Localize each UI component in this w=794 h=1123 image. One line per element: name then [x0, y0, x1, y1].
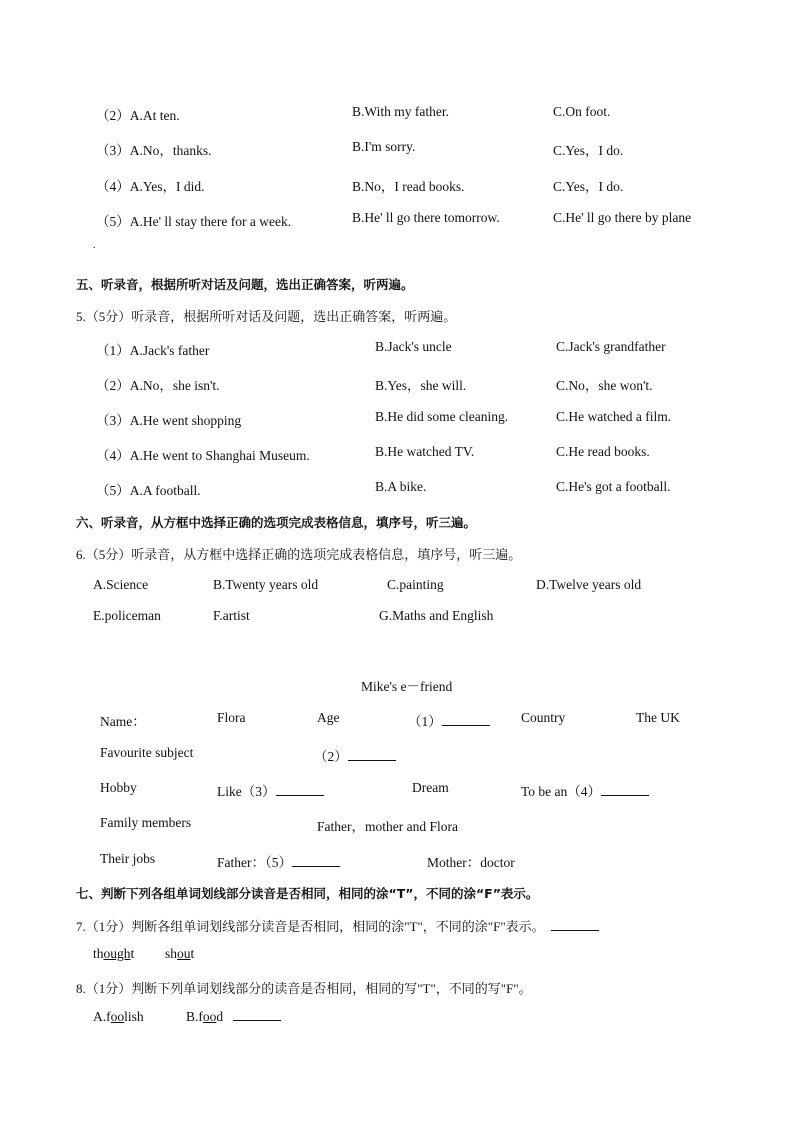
q4-2-b: B.With my father. [352, 104, 449, 119]
question-8: 8.（1分）判断下列单词划线部分的读音是否相同，相同的写"T"，不同的写"F"。 [76, 981, 532, 996]
q4-5-a: （5）A.He' ll stay there for a week. [96, 214, 292, 229]
option-d: D.Twelve years old [536, 577, 642, 592]
name-label: Name： [100, 714, 146, 729]
family-label: Family members [100, 815, 192, 830]
q4-trail: . [93, 240, 96, 251]
hobby-blank[interactable]: Like（3） [217, 780, 324, 800]
section-7-heading: 七、判断下列各组单词划线部分读音是否相同，相同的涂“T”，不同的涂“F”表示。 [76, 886, 539, 901]
subject-blank[interactable]: （2） [314, 745, 396, 765]
q4-4-c: C.Yes，I do. [553, 179, 624, 194]
q5-5-a: （5）A.A football. [96, 483, 201, 498]
age-blank[interactable]: （1） [408, 710, 490, 730]
option-a: A.Science [93, 577, 149, 592]
q4-3-a: （3）A.No，thanks. [96, 143, 212, 158]
section-5-heading: 五、听录音，根据所听对话及问题，选出正确答案，听两遍。 [76, 277, 414, 292]
option-c: C.painting [387, 577, 444, 592]
q4-2-a: （2）A.At ten. [96, 108, 180, 123]
q5-1-c: C.Jack's grandfather [556, 339, 666, 354]
q4-5-c: C.He' ll go there by plane [553, 210, 692, 225]
q5-4-a: （4）A.He went to Shanghai Museum. [96, 448, 310, 463]
q8-answer-blank[interactable] [233, 1010, 281, 1021]
q5-2-a: （2）A.No，she isn't. [96, 378, 220, 393]
country-value: The UK [636, 710, 680, 725]
subject-label: Favourite subject [100, 745, 194, 760]
question-7: 7.（1分）判断各组单词划线部分读音是否相同，相同的涂"T"，不同的涂"F"表示。 [76, 916, 599, 935]
section-6-heading: 六、听录音，从方框中选择正确的选项完成表格信息，填序号，听三遍。 [76, 515, 477, 530]
option-b: B.Twenty years old [213, 577, 319, 592]
dream-blank[interactable]: To be an（4） [521, 780, 649, 800]
q7-answer-blank[interactable] [551, 920, 599, 931]
word-shout: shout [165, 946, 195, 961]
name-value: Flora [217, 710, 246, 725]
q4-4-a: （4）A.Yes，I did. [96, 179, 205, 194]
word-food: B.food [186, 1009, 281, 1025]
question-5: 5.（5分）听录音，根据所听对话及问题，选出正确答案，听两遍。 [76, 309, 457, 324]
q5-1-a: （1）A.Jack's father [96, 343, 210, 358]
q5-4-c: C.He read books. [556, 444, 650, 459]
word-foolish: A.foolish [93, 1009, 144, 1024]
q5-1-b: B.Jack's uncle [375, 339, 452, 354]
word-thought: thought [93, 946, 135, 961]
q5-2-c: C.No，she won't. [556, 378, 653, 393]
country-label: Country [521, 710, 566, 725]
option-e: E.policeman [93, 608, 161, 623]
option-g: G.Maths and English [379, 608, 494, 623]
hobby-label: Hobby [100, 780, 137, 795]
q5-3-b: B.He did some cleaning. [375, 409, 509, 424]
q5-2-b: B.Yes，she will. [375, 378, 467, 393]
q4-3-b: B.I'm sorry. [352, 139, 416, 154]
q5-3-a: （3）A.He went shopping [96, 413, 242, 428]
question-6: 6.（5分）听录音，从方框中选择正确的选项完成表格信息，填序号，听三遍。 [76, 547, 522, 562]
q5-5-b: B.A bike. [375, 479, 427, 494]
q4-3-c: C.Yes，I do. [553, 143, 624, 158]
q5-3-c: C.He watched a film. [556, 409, 672, 424]
q5-4-b: B.He watched TV. [375, 444, 475, 459]
dream-label: Dream [412, 780, 449, 795]
q4-4-b: B.No，I read books. [352, 179, 465, 194]
jobs-label: Their jobs [100, 851, 156, 866]
father-job-blank[interactable]: Father：（5） [217, 851, 340, 871]
table-title: Mike's e－friend [361, 679, 453, 694]
q4-5-b: B.He' ll go there tomorrow. [352, 210, 500, 225]
age-label: Age [317, 710, 340, 725]
family-value: Father，mother and Flora [317, 819, 458, 834]
q4-2-c: C.On foot. [553, 104, 611, 119]
q5-5-c: C.He's got a football. [556, 479, 671, 494]
mother-job: Mother：doctor [427, 855, 515, 870]
option-f: F.artist [213, 608, 250, 623]
